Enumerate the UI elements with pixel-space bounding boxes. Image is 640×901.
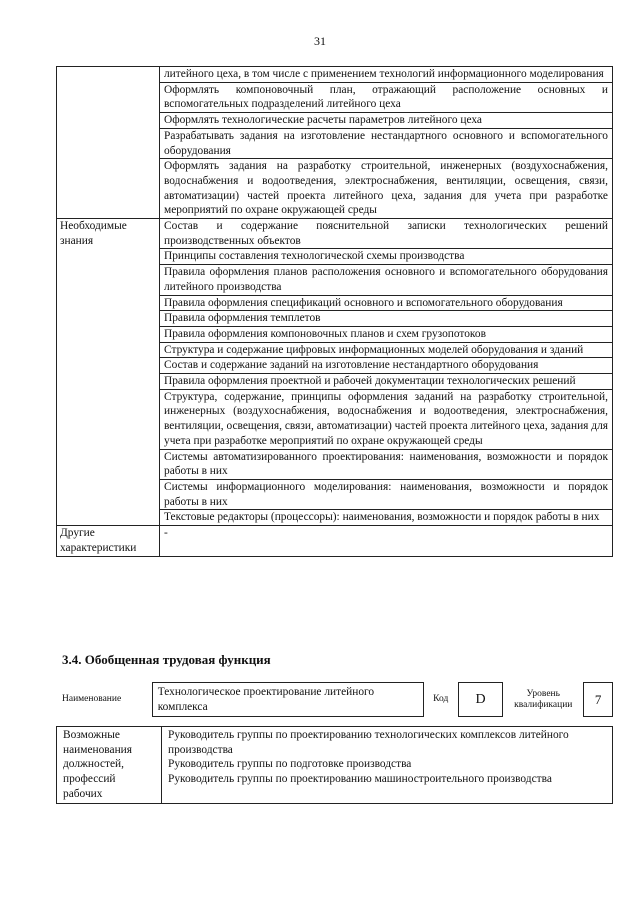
knowledge-cell: Системы автоматизированного проектирования: наименования, возможности и порядок работы в них: [160, 449, 613, 479]
knowledge-cell: Правила оформления спецификаций основного и вспомогательного оборудования: [160, 295, 613, 311]
page-number: 31: [314, 34, 326, 48]
skills-label-cell: [57, 67, 160, 219]
table-row: [57, 526, 613, 556]
knowledge-cell: Правила оформления компоновочных планов и схем грузопотоков: [160, 326, 613, 342]
other-characteristics-label: Другие характеристики: [57, 526, 160, 556]
skill-cell: литейного цеха, в том числе с применением технологий информационного моделирования: [160, 67, 613, 83]
name-value: Технологическое проектирование литейного комплекса: [152, 683, 423, 717]
role-item: Руководитель группы по проектированию машиностроительного производства: [168, 773, 552, 786]
code-value: D: [458, 683, 503, 717]
table-row: [56, 683, 613, 717]
function-info-table: [56, 682, 613, 717]
roles-table: [56, 726, 613, 804]
knowledge-label: Необходимые знания: [57, 219, 160, 526]
knowledge-cell: Структура и содержание цифровых информационных моделей оборудования и зданий: [160, 342, 613, 358]
knowledge-cell: Правила оформления проектной и рабочей документации технологических решений: [160, 374, 613, 390]
table-row: [57, 67, 613, 83]
roles-list: [162, 727, 613, 804]
name-label: Наименование: [62, 694, 122, 704]
table-row: [57, 727, 613, 804]
role-item: Руководитель группы по подготовке производства: [168, 758, 412, 771]
other-characteristics-value: -: [160, 526, 613, 556]
knowledge-cell: Системы информационного моделирования: наименования, возможности и порядок работы в них: [160, 479, 613, 509]
section-heading: 3.4. Обобщенная трудовая функция: [62, 652, 271, 667]
knowledge-cell: Правила оформления планов расположения основного и вспомогательного оборудования литейного производства: [160, 265, 613, 295]
skill-cell: Оформлять технологические расчеты параметров литейного цеха: [160, 113, 613, 129]
roles-label: Возможные наименования должностей, профессий рабочих: [57, 727, 162, 804]
level-label: Уровень квалификации: [514, 688, 573, 710]
skill-cell: Разрабатывать задания на изготовление нестандартного основного и вспомогательного оборудования: [160, 128, 613, 158]
skill-cell: Оформлять компоновочный план, отражающий расположение основных и вспомогательных подразделений литейного цеха: [160, 82, 613, 112]
skill-cell: Оформлять задания на разработку строительной, инженерных (воздухоснабжения, водоснабжения и водоотведения, электроснабжения, вентиляции, освещения, связи, автоматизации) частей проекта литейного цеха, задания для учета при разработке мероприятий по охране окружающей среды: [160, 159, 613, 219]
level-value: 7: [584, 683, 613, 717]
table-row: [57, 219, 613, 249]
knowledge-cell: Состав и содержание заданий на изготовление нестандартного оборудования: [160, 358, 613, 374]
knowledge-cell: Состав и содержание пояснительной записки технологических решений производственных объектов: [160, 219, 613, 249]
knowledge-cell: Текстовые редакторы (процессоры): наименования, возможности и порядок работы в них: [160, 510, 613, 526]
code-label: Код: [433, 694, 449, 704]
role-item: Руководитель группы по проектированию технологических комплексов литейного производства: [168, 729, 569, 756]
knowledge-cell: Принципы составления технологической схемы производства: [160, 249, 613, 265]
knowledge-cell: Структура, содержание, принципы оформления заданий на разработку строительной, инженерных (воздухоснабжения, водоснабжения и водоотведения, электроснабжения, вентиляции, освещения, связи, автоматизации) частей проекта литейного цеха, задания для учета при разработке мероприятий по охране окружающей среды: [160, 389, 613, 449]
skills-knowledge-table: [56, 66, 613, 557]
knowledge-cell: Правила оформления темплетов: [160, 311, 613, 327]
